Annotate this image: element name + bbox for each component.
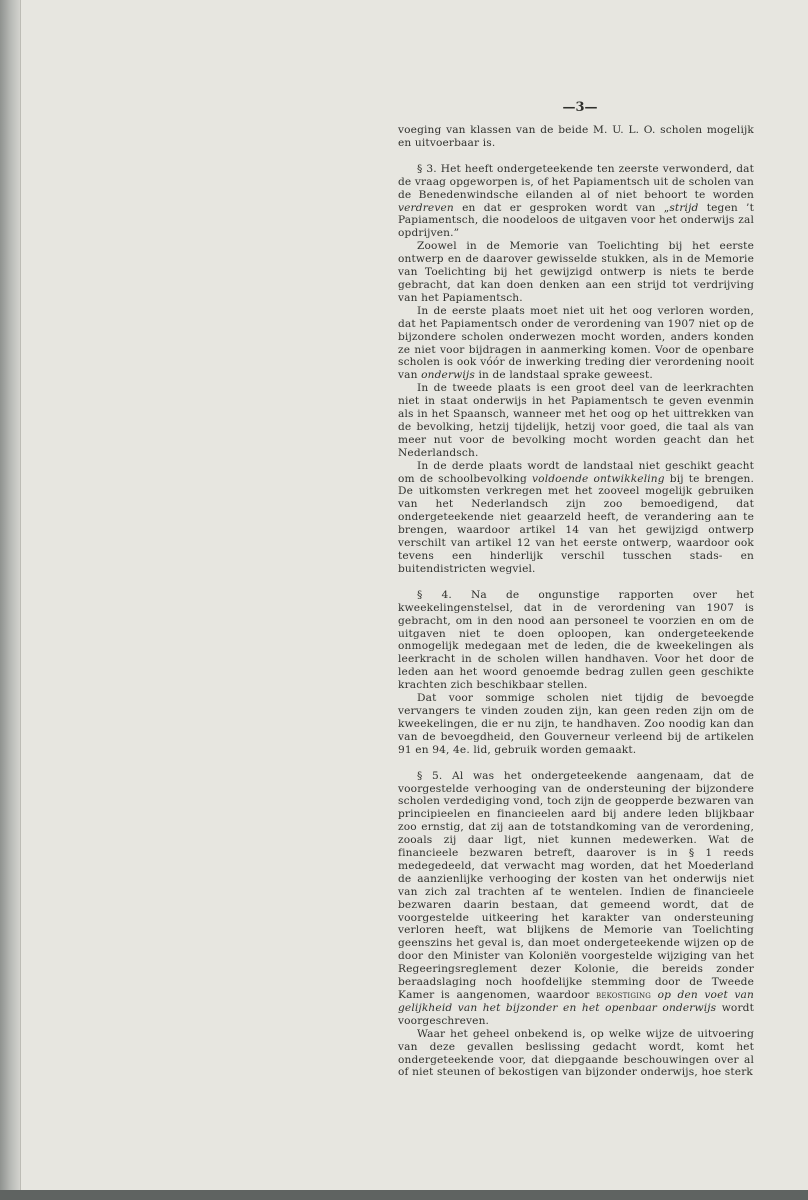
paragraph-section-4: § 4. Na de ongunstige rapporten over het kweekelingenstelsel, dat in de verordening van 1907 is gebracht, om in den nood aan personeel te voorzien en om de uitgaven niet te doen oploopen, kan ondergeteekende onmogelijk medegaan met de leden, die de kweekelingen als leerkracht in de scholen willen handhaven. Voor het door de leden aan het woord genoemde bedrag zullen geen geschikte krachten zich beschikbaar stellen. [398,588,754,692]
paragraph-section-5: § 5. Al was het ondergeteekende aangenaam, dat de voorgestelde verhooging van de ondersteuning der bijzondere scholen verdediging vond, toch zijn de geopperde bezwaren van principieelen en financieelen aard bij andere leden blijkbaar zoo ernstig, dat zij aan de totstandkoming van de verordening, zooals zij daar ligt, niet kunnen medewerken. Wat de financieele bezwaren betreft, daarover is in § 1 reeds medegedeeld, dat verwacht mag worden, dat het Moederland de aanzienlijke verhooging der kosten van het onderwijs niet van zich zal trachten af te wentelen. Indien de financieele bezwaren daarin bestaan, dat gemeend wordt, dat de voorgestelde uitkeering het karakter van ondersteuning verloren heeft, wat blijkens de Memorie van Toelichting geenszins het geval is, dan moet ondergeteekende wijzen op de door den Minister van Koloniën voorgestelde wijziging van het Regeeringsreglement dezer Kolonie, die bereids zonder beraadslaging noch hoofdelijke stemming door de Tweede Kamer is aangenomen, waardoor bekostiging op den voet van gelijkheid van het bijzonder en het openbaar onderwijs wordt voorgeschreven. [398,769,754,1027]
paragraph-section-3: § 3. Het heeft ondergeteekende ten zeerste verwonderd, dat de vraag opgeworpen is, of het Papiamentsch uit de scholen van de Benedenwindsche eilanden al of niet behoort te worden verdreven en dat er gesproken wordt van „strijd tegen ’t Papiamentsch, die noodeloos de uitgaven voor het onderwijs zal opdrijven.” [398,162,754,240]
paragraph-derde-plaats: In de derde plaats wordt de landstaal niet geschikt geacht om de schoolbevolking voldoende ontwikkeling bij te brengen. De uitkomsten verkregen met het zooveel mogelijk gebruiken van het Nederlandsch zijn zoo bemoedigend, dat ondergeteekende niet geaarzeld heeft, de verandering aan te brengen, waardoor artikel 14 van het gewijzigd ontwerp verschilt van artikel 12 van het eerste ontwerp, waardoor ook tevens een hinderlijk verschil tusschen stads- en buitendistricten wegviel. [398,459,754,575]
paragraph-uitvoering: Waar het geheel onbekend is, op welke wijze de uitvoering van deze gevallen beslissing gedacht wordt, komt het ondergeteekende voor, dat diepgaande beschouwingen over al of niet steunen of bekostigen van bijzonder onderwijs, hoe sterk [398,1027,754,1079]
body-text [398,124,754,1079]
page-number: —3— [562,100,598,115]
paragraph-tweede-plaats: In de tweede plaats is een groot deel van de leerkrachten niet in staat onderwijs in het Papiamentsch te geven evenmin als in het Spaansch, wanneer met het oog op het uittrekken van de bevolking, hetzij tijdelijk, hetzij voor goed, die taal als van meer nut voor de bevolking mocht worden geacht dan het Nederlandsch. [398,382,754,459]
paragraph-continuation: voeging van klassen van de beide M. U. L. O. scholen mogelijk en uitvoerbaar is. [398,124,754,149]
scan-left-edge [0,0,20,1190]
paragraph-memorie: Zoowel in de Memorie van Toelichting bij het eerste ontwerp en de daarover gewisselde stukken, als in de Memorie van Toelichting bij het gewijzigd ontwerp is niets te berde gebracht, dat kan doen denken aan een strijd tot verdrijving van het Papiamentsch. [398,240,754,304]
scan-bottom-edge [0,1190,808,1200]
paragraph-eerste-plaats: In de eerste plaats moet niet uit het oog verloren worden, dat het Papiamentsch onder de verordening van 1907 niet op de bijzondere scholen onderwezen mocht worden, anders konden ze niet voor bijdragen in aanmerking komen. Voor de openbare scholen is ook vóór de inwerking treding dier verordening nooit van onderwijs in de landstaal sprake geweest. [398,304,754,382]
paragraph-vervangers: Dat voor sommige scholen niet tijdig de bevoegde vervangers te vinden zouden zijn, kan geen reden zijn om de kweekelingen, die er nu zijn, te handhaven. Zoo noodig kan dan van de bevoegdheid, den Gouverneur verleend bij de artikelen 91 en 94, 4e. lid, gebruik worden gemaakt. [398,692,754,756]
